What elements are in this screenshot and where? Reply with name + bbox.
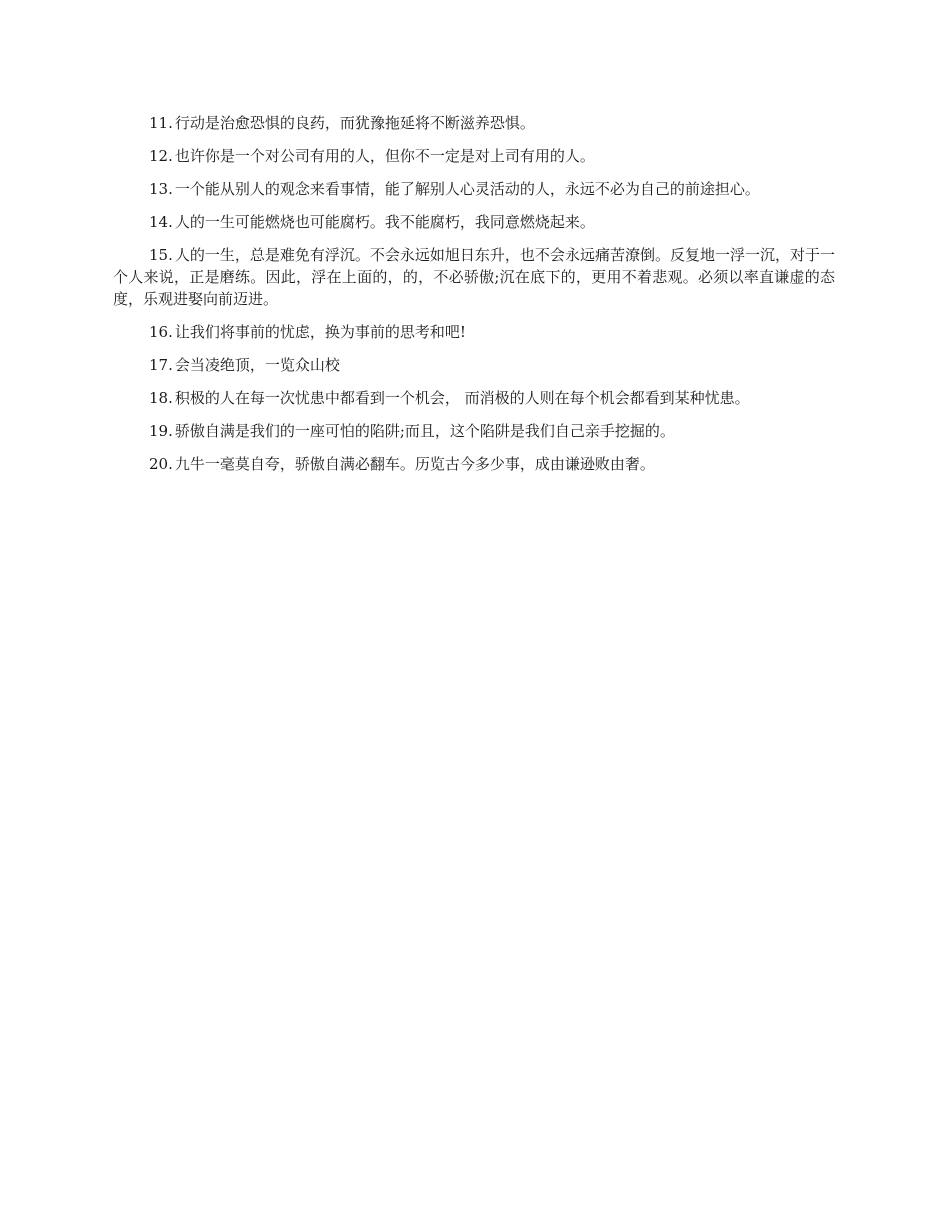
- paragraph-text: 人的一生，总是难免有浮沉。不会永远如旭日东升，也不会永远痛苦潦倒。反复地一浮一沉，对于一个人来说，正是磨练。因此，浮在上面的，的，不必骄傲;沉在底下的，更用不着悲观。必须以率直谦虚的态度，乐观进娶向前迈进。: [113, 246, 835, 308]
- paragraph-number: 19.: [149, 422, 173, 440]
- paragraph-number: 11.: [149, 114, 173, 132]
- paragraph-12: [113, 145, 835, 167]
- paragraph-16: [113, 321, 835, 343]
- paragraph-number: 18.: [149, 389, 173, 407]
- paragraph-20: [113, 453, 835, 475]
- paragraph-number: 12.: [149, 147, 173, 165]
- paragraph-number: 16.: [149, 323, 173, 341]
- paragraph-number: 17.: [149, 356, 173, 374]
- paragraph-14: [113, 211, 835, 233]
- paragraph-text: 也许你是一个对公司有用的人，但你不一定是对上司有用的人。: [174, 147, 595, 165]
- paragraph-11: [113, 112, 835, 134]
- paragraph-text: 会当凌绝顶，一览众山校: [174, 356, 340, 374]
- document-body: [113, 112, 835, 486]
- paragraph-number: 20.: [149, 455, 173, 473]
- paragraph-text: 行动是治愈恐惧的良药，而犹豫拖延将不断滋养恐惧。: [174, 114, 535, 132]
- paragraph-17: [113, 354, 835, 376]
- paragraph-number: 14.: [149, 213, 173, 231]
- paragraph-text: 积极的人在每一次忧患中都看到一个机会， 而消极的人则在每个机会都看到某种忧患。: [174, 389, 750, 407]
- paragraph-number: 13.: [149, 180, 173, 198]
- paragraph-text: 九牛一毫莫自夸，骄傲自满必翻车。历览古今多少事，成由谦逊败由奢。: [174, 455, 655, 473]
- paragraph-15: [113, 244, 835, 310]
- paragraph-19: [113, 420, 835, 442]
- paragraph-text: 骄傲自满是我们的一座可怕的陷阱;而且，这个陷阱是我们自己亲手挖掘的。: [174, 422, 675, 440]
- paragraph-text: 人的一生可能燃烧也可能腐朽。我不能腐朽，我同意燃烧起来。: [174, 213, 595, 231]
- paragraph-18: [113, 387, 835, 409]
- paragraph-text: 让我们将事前的忧虑，换为事前的思考和吧!: [174, 323, 466, 341]
- paragraph-text: 一个能从别人的观念来看事情，能了解别人心灵活动的人，永远不必为自己的前途担心。: [174, 180, 760, 198]
- paragraph-number: 15.: [149, 246, 173, 264]
- paragraph-13: [113, 178, 835, 200]
